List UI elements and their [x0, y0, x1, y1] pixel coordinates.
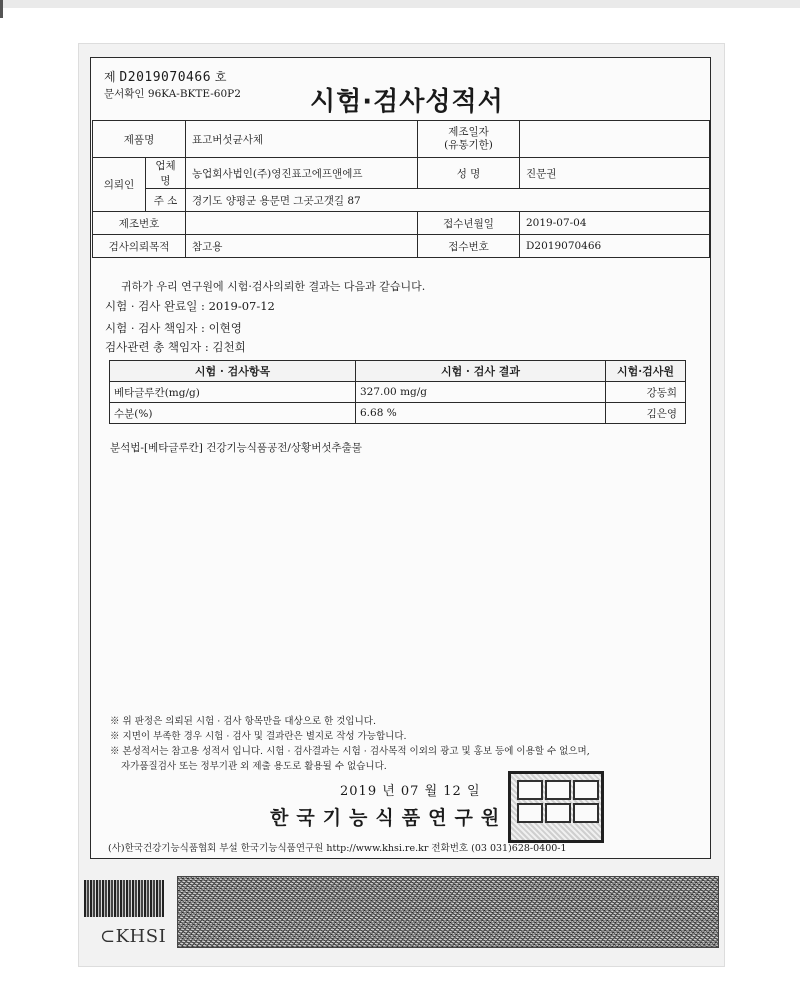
name-label: 성 명 — [418, 158, 520, 189]
responsible-person: 시험 · 검사 책임자 : 이현영 — [105, 321, 242, 335]
barcode-small — [84, 880, 164, 917]
name-value: 진문권 — [520, 158, 710, 189]
note-line: ※ 위 판정은 의뢰된 시험 · 검사 항목만을 대상으로 한 것입니다. — [110, 716, 376, 727]
result-value: 327.00 mg/g — [356, 382, 606, 403]
result-tester: 강동희 — [606, 382, 686, 403]
table-row — [110, 382, 686, 403]
barcode-2d — [177, 876, 719, 948]
info-row-purpose — [93, 235, 710, 258]
info-row-lot — [93, 212, 710, 235]
info-row-company — [93, 158, 710, 189]
address-value: 경기도 양평군 용문면 그곳고갯길 87 — [186, 189, 710, 212]
info-table — [92, 120, 710, 258]
purpose-label: 검사의뢰목적 — [93, 235, 186, 258]
mfg-date-label: 제조일자 (유통기한) — [418, 121, 520, 158]
page-top-edge — [0, 0, 800, 8]
results-header-item: 시험 · 검사항목 — [110, 361, 356, 382]
product-value: 표고버섯균사체 — [186, 121, 418, 158]
result-item: 수분(%) — [110, 403, 356, 424]
seal-block — [573, 780, 599, 800]
official-seal — [508, 771, 604, 843]
client-label: 의뢰인 — [93, 158, 146, 212]
note-line: 자가품질검사 또는 정부기관 외 제출 용도로 활용될 수 없습니다. — [121, 761, 387, 772]
issue-date: 2019 년 07 월 12 일 — [340, 784, 481, 799]
seal-block — [517, 803, 543, 823]
footer-contact: (사)한국건강기능식품협회 부설 한국기능식품연구원 http://www.khsi.re.kr 전화번호 (03 031)628-0400-1 — [108, 843, 567, 854]
received-date-label: 접수년월일 — [418, 212, 520, 235]
brand-mark: ⊂ — [100, 926, 116, 947]
brand-text: KHSI — [115, 926, 167, 947]
seal-block — [517, 780, 543, 800]
seal-block — [573, 803, 599, 823]
lot-value — [186, 212, 418, 235]
mfg-date-value — [520, 121, 710, 158]
intro-text: 귀하가 우리 연구원에 시험·검사의뢰한 결과는 다음과 같습니다. — [121, 280, 426, 293]
receipt-number-label: 접수번호 — [418, 235, 520, 258]
results-table — [109, 360, 686, 424]
seal-block — [545, 803, 571, 823]
address-label: 주 소 — [146, 189, 186, 212]
completion-date: 시험 · 검사 완료일 : 2019-07-12 — [105, 299, 275, 313]
issuer-name: 한국기능식품연구원 — [270, 807, 508, 829]
results-header-row — [110, 361, 686, 382]
doc-prefix: 제 — [104, 70, 116, 84]
purpose-value: 참고용 — [186, 235, 418, 258]
company-value: 농업회사법인(주)영진표고에프앤에프 — [186, 158, 418, 189]
khsi-logo — [100, 926, 166, 947]
result-item: 베타글루칸(mg/g) — [110, 382, 356, 403]
page-title: 시험·검사성적서 — [310, 87, 504, 117]
company-label: 업체명 — [146, 158, 186, 189]
note-line: ※ 지면이 부족한 경우 시험 · 검사 및 결과란은 별지로 작성 가능합니다. — [110, 731, 407, 742]
product-label: 제품명 — [93, 121, 186, 158]
table-row — [110, 403, 686, 424]
analysis-method: 분석법-[베타글루칸] 건강기능식품공전/상황버섯추출물 — [110, 442, 362, 454]
chief-manager: 검사관련 총 책임자 : 김천희 — [105, 340, 246, 354]
note-line: ※ 본성적서는 참고용 성적서 입니다. 시험 · 검사결과는 시험 · 검사목적 이외의 광고 및 홍보 등에 이용할 수 없으며, — [110, 746, 590, 757]
receipt-number-value: D2019070466 — [520, 235, 710, 258]
info-row-address — [93, 189, 710, 212]
doc-confirm-code: 문서확인 96KA-BKTE-60P2 — [104, 88, 241, 100]
result-tester: 김은영 — [606, 403, 686, 424]
received-date-value: 2019-07-04 — [520, 212, 710, 235]
lot-label: 제조번호 — [93, 212, 186, 235]
results-header-tester: 시험·검사원 — [606, 361, 686, 382]
document-number — [104, 68, 226, 85]
info-row-product — [93, 121, 710, 158]
doc-number-value: D2019070466 — [119, 70, 212, 85]
seal-block — [545, 780, 571, 800]
results-header-result: 시험 · 검사 결과 — [356, 361, 606, 382]
result-value: 6.68 % — [356, 403, 606, 424]
doc-suffix: 호 — [214, 70, 227, 84]
